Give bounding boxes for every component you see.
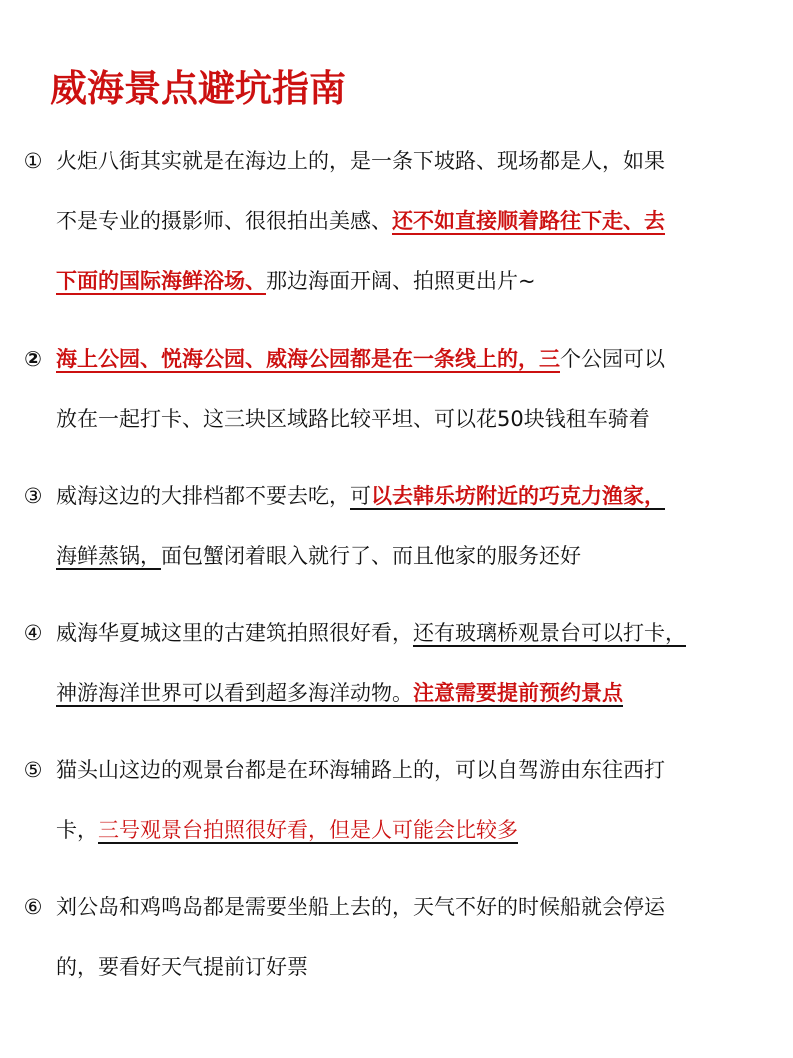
- text-segment: 猫头山这边的观景台都是在环海辅路上的，可以自驾游由东往西打: [56, 758, 665, 782]
- highlight-text: 下面的国际海鲜浴场、: [56, 269, 266, 293]
- page-title: 威海景点避坑指南: [50, 67, 346, 110]
- item-number: ⑥: [23, 895, 43, 919]
- tip-text: [56, 740, 781, 860]
- highlight-text: 还不如直接顺着路往下走、去: [392, 209, 665, 233]
- tip-text: [56, 329, 781, 449]
- underlined-text: 还有玻璃桥观景台可以打卡，: [413, 621, 686, 645]
- highlight-text: 海上公园、悦海公园、威海公园都是在一条线上的，三: [56, 347, 560, 371]
- text-segment: 放在一起打卡、这三块区域路比较平坦、可以花50块钱租车骑着: [56, 407, 650, 431]
- text-segment: 刘公岛和鸡鸣岛都是需要坐船上去的，天气不好的时候船就会停运: [56, 895, 665, 919]
- tip-text: [56, 131, 781, 311]
- text-segment: 火炬八街其实就是在海边上的，是一条下坡路、现场都是人，如果: [56, 149, 665, 173]
- tip-text: [56, 877, 781, 997]
- text-segment: 那边海面开阔、拍照更出片~: [266, 269, 536, 293]
- item-number: ②: [24, 347, 42, 371]
- text-segment: 的，要看好天气提前订好票: [56, 955, 308, 979]
- text-segment: 威海华夏城这里的古建筑拍照很好看，: [56, 621, 413, 645]
- text-segment: 个公园可以: [560, 347, 665, 371]
- item-number: ①: [23, 149, 43, 173]
- underlined-text: 可: [350, 484, 371, 508]
- text-segment: 威海这边的大排档都不要去吃，: [56, 484, 350, 508]
- highlight-text: 以去韩乐坊附近的巧克力渔家，: [371, 484, 665, 508]
- text-segment: 卡，: [56, 818, 98, 842]
- highlight-text: 三号观景台拍照很好看，但是人可能会比较多: [98, 818, 518, 842]
- text-segment: 不是专业的摄影师、很很拍出美感、: [56, 209, 392, 233]
- tip-text: [56, 603, 781, 723]
- underlined-text: 神游海洋世界可以看到超多海洋动物。: [56, 681, 413, 705]
- item-number: ③: [23, 484, 43, 508]
- item-number: ④: [23, 621, 43, 645]
- highlight-text: 注意需要提前预约景点: [413, 681, 623, 705]
- item-number: ⑤: [23, 758, 43, 782]
- tip-text: [56, 466, 781, 586]
- underlined-text: 海鲜蒸锅，: [56, 544, 161, 568]
- text-segment: 面包蟹闭着眼入就行了、而且他家的服务还好: [161, 544, 581, 568]
